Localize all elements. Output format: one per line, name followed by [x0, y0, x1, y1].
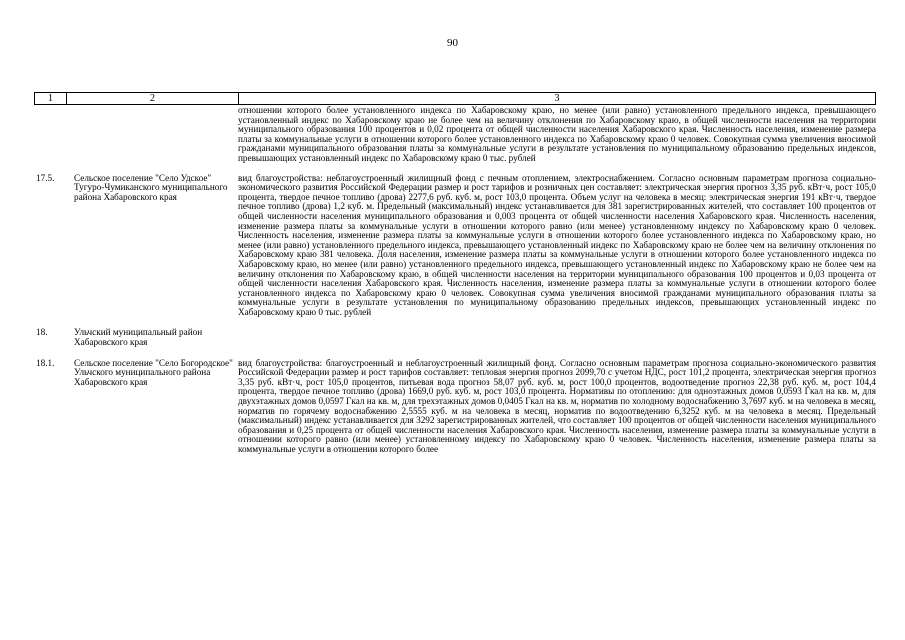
page-number: 90	[447, 37, 458, 49]
row-name: Сельское поселение "Село Богородское" Ульчского муниципального района Хабаровского края	[74, 357, 233, 387]
row-name	[66, 106, 238, 164]
row-number: 18.1.	[36, 357, 55, 368]
row-text	[238, 328, 876, 347]
row-number: 18.	[36, 327, 48, 338]
row-name: Ульчский муниципальный район Хабаровского края	[74, 327, 203, 348]
row-text: вид благоустройства: неблагоустроенный жилищный фонд с печным отоплением, электроснабжением. Согласно основным параметрам прогноза социально-экономического развития Российской Федерации размер и рост тарифов и розничных цен составляет: электрическая энергия прогноз 3,35 руб. кВт·ч, рост 105,0 процента, твердое печное топливо (дрова) 2277,6 руб. куб. м, рост 103,0 процента. Объем услуг на человека в месяц: электрическая энергия 191 кВт·ч, твердое печное топливо (дрова) 1,2 куб. м. Предельный (максимальный) индекс устанавливается для 381 зарегистрированных жителей, что составляет 100 процентов от общей численности населения муниципального образования и 0,003 процента от общей численности населения Хабаровского края. Численность населения, изменение размера платы за коммунальные услуги в отношении которого равно (или менее) установленному индексу по Хабаровскому краю 0 человек. Численность населения, изменение размера платы за коммунальные услуги в отношении которого более установленного индекса по Хабаровскому краю, но менее (или равно) установленного предельного индекса, превышающего установленный индекс по Хабаровскому краю не более чем на величину отклонения по Хабаровскому краю 381 человека. Доля населения, изменение размера платы за коммунальные услуги в отношении которого более установленного индекса по Хабаровскому краю, но менее (или равно) установленного предельного индекса, превышающего установленный индекс по Хабаровскому краю не более чем на величину отклонения по Хабаровскому краю, в общей численности населения на территории муниципального образования 100 процентов и 0,03 процента от общей численности населения Хабаровского края. Численность населения, изменение размера платы за коммунальные услуги в отношении которого более установленного индекса по Хабаровскому краю 0 человек. Совокупная сумма увеличения вносимой гражданами муниципального образования платы за коммунальные услуги в результате установления по муниципальному образованию предельных индексов, превышающих установленный индекс по Хабаровскому краю 0 тыс. рублей	[238, 172, 876, 317]
header-col-3: 3	[554, 93, 560, 104]
row-text: отношении которого более установленного индекса по Хабаровскому краю, но менее (или равно) установленного предельного индекса, превышающего установленный индекс по Хабаровскому краю не более чем на величину отклонения по Хабаровскому краю, в общей численности населения на территории муниципального образования 100 процентов и 0,02 процента от общей численности населения Хабаровского края. Численность населения, изменение размера платы за коммунальные услуги в отношении которого более установленного индекса по Хабаровскому краю 0 человек. Совокупная сумма увеличения вносимой гражданами муниципального образования платы за коммунальные услуги в результате установления по муниципальному образованию предельных индексов, превышающих установленный индекс по Хабаровскому краю 0 тыс. рублей	[238, 105, 876, 163]
table-body	[34, 106, 876, 464]
row-number: 17.5.	[36, 172, 55, 183]
row-number	[34, 106, 66, 164]
table-row	[34, 174, 876, 318]
row-text: вид благоустройства: благоустроенный и неблагоустроенный жилищный фонд. Согласно основным параметрам прогноза социально-экономического развития Российской Федерации размер и рост тарифов составляет: тепловая энергия прогноз 2099,70 с учетом НДС, рост 101,2 процента, электрическая энергия прогноз 3,35 руб. кВт·ч, рост 105,0 процентов, питьевая вода прогноз 58,07 руб. куб. м, рост 100,0 процентов, водоотведение прогноз 22,38 руб. куб. м, рост 104,4 процента, твердое печное топливо (дрова) 1669,0 руб. куб. м, рост 103,0 процента. Нормативы по отоплению: для одноэтажных домов 0,0593 Гкал на кв. м, для двухэтажных домов 0,0597 Гкал на кв. м, для трехэтажных домов 0,0405 Гкал на кв. м, норматив по холодному водоснабжению 3,7697 куб. м на человека в месяц, норматив по горячему водоснабжению 2,5555 куб. м на человека в месяц, норматив по водоотведению 6,3252 куб. м на человека в месяц. Предельный (максимальный) индекс устанавливается для 3292 зарегистрированных жителей, что составляет 100 процентов от общей численности населения муниципального образования и 0,25 процента от общей численности населения Хабаровского края. Численность населения, изменение размера платы за коммунальные услуги в отношении которого равно (или менее) установленному индексу по Хабаровскому краю 0 человек. Численность населения, изменение размера платы за коммунальные услуги в отношении которого более	[238, 357, 876, 454]
table-row	[34, 359, 876, 455]
header-col-2: 2	[67, 93, 239, 104]
table-header	[34, 92, 876, 105]
table-row	[34, 328, 876, 347]
header-col-1: 1	[35, 93, 67, 104]
table-row	[34, 106, 876, 164]
row-name: Сельское поселение "Село Удское" Тугуро-Чумиканского муниципального района Хабаровского края	[74, 172, 228, 202]
